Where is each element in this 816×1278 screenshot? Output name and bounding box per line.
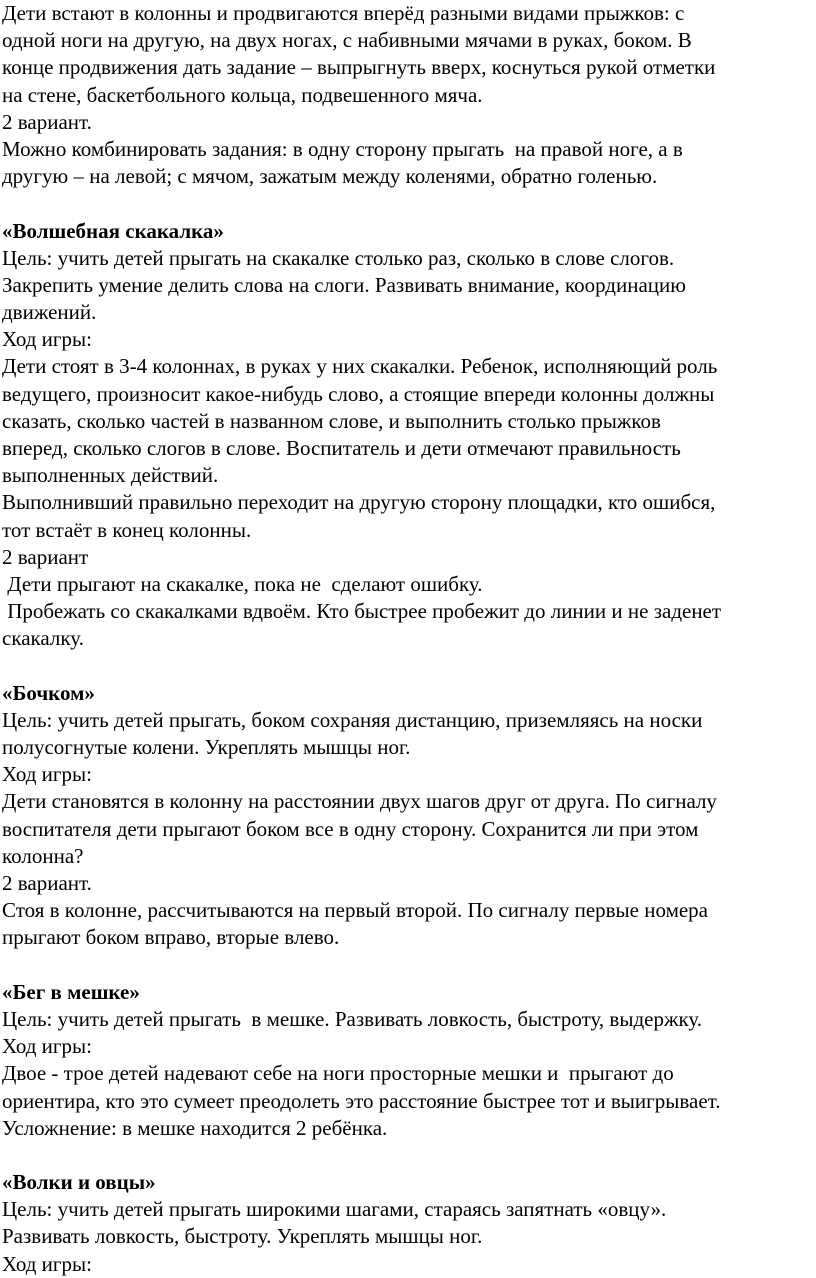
text-line: Развивать ловкость, быстроту. Укреплять мышцы ног. [2, 1224, 483, 1249]
section-title: «Волшебная скакалка» [2, 218, 224, 243]
text-line: прыгают боком вправо, вторые влево. [2, 925, 340, 950]
text-line: тот встаёт в конец колонны. [2, 517, 252, 542]
text-line: Двое - трое детей надевают себе на ноги просторные мешки и прыгают до [2, 1061, 674, 1086]
text-line: одной ноги на другую, на двух ногах, с набивными мячами в руках, боком. В [2, 28, 692, 53]
text-line: колонна? [2, 843, 84, 868]
text-line: Цель: учить детей прыгать широкими шагами, стараясь запятнать «овцу». [2, 1197, 667, 1222]
text-line: Ход игры: [2, 327, 92, 352]
text-line: Ход игры: [2, 1251, 92, 1276]
text-line: выполненных действий. [2, 463, 219, 488]
text-line: Цель: учить детей прыгать на скакалке столько раз, сколько в слове слогов. [2, 245, 675, 270]
section-title: «Бочком» [2, 680, 95, 705]
text-line: Ход игры: [2, 762, 92, 787]
spacer [2, 1142, 814, 1169]
section-bochkom [2, 680, 814, 952]
section-beg-v-meshke [2, 979, 814, 1142]
text-line: Пробежать со скакалками вдвоём. Кто быстрее пробежит до линии и не заденет [2, 599, 722, 624]
spacer [2, 190, 814, 217]
intro-paragraph [2, 0, 814, 190]
text-line: Дети встают в колонны и продвигаются вперёд разными видами прыжков: с [2, 1, 685, 25]
text-line: 2 вариант. [2, 109, 92, 134]
text-line: Можно комбинировать задания: в одну сторону прыгать на правой ноге, а в [2, 136, 683, 161]
text-line: 2 вариант [2, 544, 89, 569]
section-title: «Бег в мешке» [2, 979, 140, 1004]
text-line: конце продвижения дать задание – выпрыгнуть вверх, коснуться рукой отметки [2, 55, 716, 80]
text-line: скакалку. [2, 626, 84, 651]
text-line: Цель: учить детей прыгать, боком сохраняя дистанцию, приземляясь на носки [2, 707, 703, 732]
text-line: ведущего, произносит какое-нибудь слово, а стоящие впереди колонны должны [2, 381, 715, 406]
text-line: Дети стоят в 3-4 колоннах, в руках у них скакалки. Ребенок, исполняющий роль [2, 354, 718, 379]
text-line: на стене, баскетбольного кольца, подвешенного мяча. [2, 82, 483, 107]
text-line: движений. [2, 300, 97, 325]
text-line: другую – на левой; с мячом, зажатым между коленями, обратно голенью. [2, 164, 658, 189]
text-line: Ход игры: [2, 1034, 92, 1059]
text-line: Усложнение: в мешке находится 2 ребёнка. [2, 1115, 388, 1140]
section-volshebnaya-skakalka [2, 218, 814, 653]
spacer [2, 952, 814, 979]
text-line: сказать, сколько частей в названном слове, и выполнить столько прыжков [2, 408, 661, 433]
text-line: Стоя в колонне, рассчитываются на первый второй. По сигналу первые номера [2, 898, 709, 923]
spacer [2, 653, 814, 680]
text-line: воспитателя дети прыгают боком все в одну сторону. Сохранится ли при этом [2, 816, 699, 841]
text-line: ориентира, кто это сумеет преодолеть это расстояние быстрее тот и выигрывает. [2, 1088, 721, 1113]
section-volki-i-ovtsy [2, 1169, 814, 1278]
text-line: 2 вариант. [2, 871, 92, 895]
text-line: Дети прыгают на скакалке, пока не сделают ошибку. [2, 571, 483, 596]
text-line: Выполнивший правильно переходит на другую сторону площадки, кто ошибся, [2, 490, 716, 515]
text-line: Закрепить умение делить слова на слоги. Развивать внимание, координацию [2, 272, 686, 297]
text-line: Дети становятся в колонну на расстоянии двух шагов друг от друга. По сигналу [2, 789, 717, 814]
text-line: Цель: учить детей прыгать в мешке. Развивать ловкость, быстроту, выдержку. [2, 1006, 703, 1031]
text-line: полусогнутые колени. Укреплять мышцы ног. [2, 735, 411, 760]
text-line: вперед, сколько слогов в слове. Воспитатель и дети отмечают правильность [2, 436, 681, 460]
section-title: «Волки и овцы» [2, 1170, 156, 1195]
